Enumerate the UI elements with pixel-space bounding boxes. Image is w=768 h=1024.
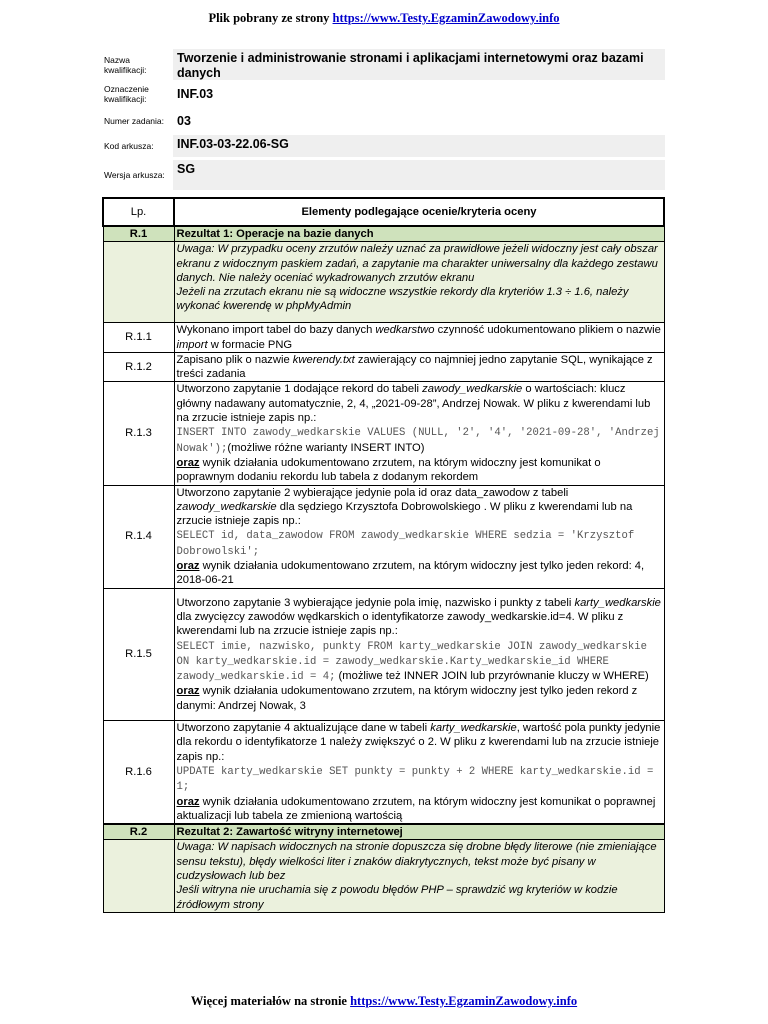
qualification-code-value: INF.03	[177, 86, 214, 101]
sheet-code-row	[102, 135, 665, 157]
sheet-version-row	[102, 160, 665, 190]
sheet-code-value: INF.03-03-22.06-SG	[173, 135, 665, 157]
text-part: wynik działania udokumentowano zrzutem, na którym widoczny jest komunikat o poprawnym dodaniu rekordu lub tabela z dodanym rekordem	[176, 456, 601, 484]
col-lp-header: Lp.	[103, 198, 174, 226]
task-number-value: 03	[177, 113, 191, 128]
criterion-lp: R.1.3	[103, 382, 174, 485]
criterion-text	[174, 721, 664, 825]
criterion-row-r13	[103, 382, 664, 485]
task-number-label: Numer zadania:	[104, 116, 165, 126]
result-lp: R.1	[103, 226, 174, 242]
text-oraz: oraz	[176, 795, 200, 808]
sql-code: SELECT imie, nazwisko, punkty FROM karty_wedkarskie JOIN zawody_wedkarskie ON karty_wedkarskie.id = zawody_wedkarskie.Karty_wedkarskie_id WHERE zawody_wedkarskie.id = 4;	[176, 640, 647, 684]
text-part: (możliwe różne warianty INSERT INTO)	[227, 441, 425, 454]
qualification-name-value: Tworzenie i administrowanie stronami i aplikacjami internetowymi oraz bazami danych	[173, 49, 665, 80]
text-part: Zapisano plik o nazwie	[176, 353, 293, 366]
text-italic: wedkarstwo	[375, 324, 435, 337]
criterion-row-r16	[103, 721, 664, 825]
note-lp-empty	[103, 840, 174, 912]
text-part: Wykonano import tabel do bazy danych	[176, 324, 376, 337]
qualification-name-row	[102, 49, 665, 80]
criterion-text	[174, 485, 664, 588]
text-part: Utworzono zapytanie 2 wybierające jedynie pola id oraz data_zawodow z tabeli	[176, 486, 569, 499]
text-part: czynność udokumentowano plikiem o nazwie	[434, 324, 661, 337]
sql-code: INSERT INTO zawody_wedkarskie VALUES (NULL, '2', '4', '2021-09-28', 'Andrzej Nowak');	[176, 427, 660, 455]
text-part: Utworzono zapytanie 4 aktualizujące dane w tabeli	[176, 722, 431, 735]
text-part: Utworzono zapytanie 3 wybierające jedynie pola imię, nazwisko i punkty z tabeli	[176, 596, 575, 609]
sql-code: UPDATE karty_wedkarskie SET punkty = punkty + 2 WHERE karty_wedkarskie.id = 1;	[176, 765, 654, 794]
text-part: (możliwe też INNER JOIN lub przyrównanie kluczy w WHERE)	[335, 670, 649, 683]
col-elements-header: Elementy podlegające ocenie/kryteria oceny	[174, 198, 664, 226]
text-italic: karty_wedkarskie	[574, 596, 661, 609]
sheet-code-label: Kod arkusza:	[104, 141, 154, 151]
qualification-code-row	[102, 82, 665, 106]
text-part: wynik działania udokumentowano zrzutem, na którym widoczny jest tylko jeden rekord z danymi: Andrzej Nowak, 3	[176, 685, 638, 712]
qualification-code-label: Oznaczenie kwalifikacji:	[104, 84, 149, 104]
page-footer	[0, 994, 768, 1009]
criteria-table	[102, 197, 665, 913]
criterion-row-r15	[103, 588, 664, 720]
table-header-row	[103, 198, 664, 226]
criterion-lp: R.1.1	[103, 323, 174, 353]
task-number-row	[102, 111, 665, 131]
criterion-lp: R.1.5	[103, 588, 174, 720]
criterion-text	[174, 352, 664, 382]
text-italic: zawody_wedkarskie	[422, 383, 523, 396]
criterion-text	[174, 588, 664, 720]
criterion-row-r12	[103, 352, 664, 382]
qualification-name-label: Nazwa kwalifikacji:	[104, 54, 147, 75]
text-italic: karty_wedkarskie	[430, 722, 517, 735]
result-lp: R.2	[103, 824, 174, 840]
sheet-version-label: Wersja arkusza:	[104, 170, 165, 180]
sheet-version-value: SG	[173, 160, 665, 190]
text-oraz: oraz	[176, 456, 200, 469]
page-header	[0, 11, 768, 26]
criterion-text	[174, 323, 664, 353]
text-part: wynik działania udokumentowano zrzutem, na którym widoczny jest komunikat o poprawnej aktualizacji lub tabela ze zmienioną wartością	[176, 795, 656, 822]
text-italic: kwerendy.txt	[292, 353, 355, 366]
header-link[interactable]: https://www.Testy.EgzaminZawodowy.info	[332, 11, 560, 25]
text-italic: zawody_wedkarskie	[176, 500, 277, 513]
text-part: dla sędziego Krzysztofa Dobrowolskiego . W pliku z kwerendami lub na zrzucie istnieje zapis np.:	[176, 500, 633, 528]
criterion-row-r14	[103, 485, 664, 588]
note-lp-empty	[103, 242, 174, 323]
criterion-lp: R.1.4	[103, 485, 174, 588]
criterion-lp: R.1.6	[103, 721, 174, 825]
text-part: wynik działania udokumentowano zrzutem, na którym widoczny jest tylko jeden rekord: 4, 2018-06-21	[176, 560, 645, 587]
text-part: , wartość pola punkty jedynie dla rekordu o identyfikatorze 1 należy zwiększyć o 2. W pliku z kwerendami lub na zrzucie istnieje zapis np.:	[176, 722, 661, 763]
note-text: Uwaga: W przypadku oceny zrzutów należy uznać za prawidłowe jeżeli widoczny jest cały obszar ekranu z widocznym paskiem zadań, a zapytanie ma charakter uniwersalny dla każdego zestawu danych. Nie należy oceniać wykadrowanych zrzutów ekranu Jeżeli na zrzutach ekranu nie są widoczne wszystkie rekordy dla kryteriów 1.3 ÷ 1.6, należy wykonać kwerendę w phpMyAdmin	[174, 242, 664, 323]
text-oraz: oraz	[176, 560, 200, 573]
criterion-row-r11	[103, 323, 664, 353]
sql-code: SELECT id, data_zawodow FROM zawody_wedkarskie WHERE sedzia = 'Krzysztof Dobrowolski';	[176, 530, 635, 558]
result-title: Rezultat 1: Operacje na bazie danych	[174, 226, 664, 242]
text-part: dla zwycięzcy zawodów wędkarskich o identyfikatorze zawody_wedkarskie.id=4. W pliku z kwerendami lub na zrzucie istnieje zapis np.:	[176, 610, 624, 638]
result-row-r2	[103, 824, 664, 840]
text-part: Utworzono zapytanie 1 dodające rekord do tabeli	[176, 383, 423, 396]
criterion-lp: R.1.2	[103, 352, 174, 382]
text-part: o wartościach: klucz główny nadawany automatycznie, 2, 4, „2021-09-28”, Andrzej Nowak. W pliku z kwerendami lub na zrzucie istnieje zapis np.:	[176, 383, 651, 425]
result-title: Rezultat 2: Zawartość witryny internetowej	[174, 824, 664, 840]
text-part: zawierający co najmniej jedno zapytanie SQL, wynikające z treści zadania	[176, 353, 653, 381]
note-row-r2	[103, 840, 664, 912]
note-row-r1	[103, 242, 664, 323]
footer-link[interactable]: https://www.Testy.EgzaminZawodowy.info	[350, 994, 578, 1008]
text-italic: import	[176, 338, 208, 351]
result-row-r1	[103, 226, 664, 242]
text-oraz: oraz	[176, 685, 200, 698]
header-prefix: Plik pobrany ze strony	[208, 11, 330, 25]
note-text: Uwaga: W napisach widocznych na stronie dopuszcza się drobne błędy literowe (nie zmieniające sensu tekstu), błędy wielkości liter i znaków diakrytycznych, tekst może być pisany w cudzysłowach lub bez Jeśli witryna nie uruchamia się z powodu błędów PHP – sprawdzić wg kryteriów w kodzie źródłowym strony	[174, 840, 664, 912]
criterion-text	[174, 382, 664, 485]
text-part: w formacie PNG	[207, 338, 293, 351]
footer-prefix: Więcej materiałów na stronie	[190, 994, 347, 1008]
